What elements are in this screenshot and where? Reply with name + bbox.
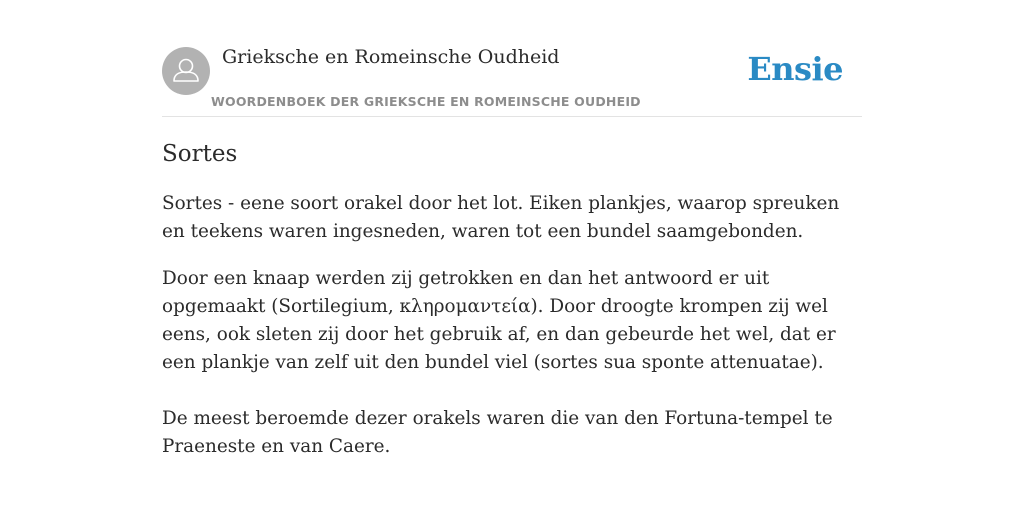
entry-title: Sortes	[162, 141, 238, 167]
brand-logo[interactable]: Ensie	[747, 50, 843, 88]
entry-paragraph: Sortes - eene soort orakel door het lot. Eiken plankjes, waarop spreuken en teekens waren ingesneden, waren tot een bundel saamgebonden.	[162, 193, 840, 242]
entry-paragraph: Door een knaap werden zij getrokken en dan het antwoord er uit opgemaakt (Sortilegium, κληρομαντεία). Door droogte krompen zij wel eens, ook sleten zij door het gebruik af, en dan gebeurde het wel, dat er een plankje van zelf uit den bundel viel (sortes sua sponte attenuatae).	[162, 268, 836, 373]
dictionary-header	[162, 46, 862, 117]
dictionary-title[interactable]: Grieksche en Romeinsche Oudheid	[222, 46, 560, 68]
dictionary-subtitle: WOORDENBOEK DER GRIEKSCHE EN ROMEINSCHE OUDHEID	[211, 94, 641, 109]
user-icon	[162, 47, 210, 95]
entry-paragraph: De meest beroemde dezer orakels waren die van den Fortuna-tempel te Praeneste en van Caere.	[162, 408, 833, 457]
entry-content	[162, 138, 862, 480]
dictionary-avatar[interactable]	[162, 47, 210, 95]
